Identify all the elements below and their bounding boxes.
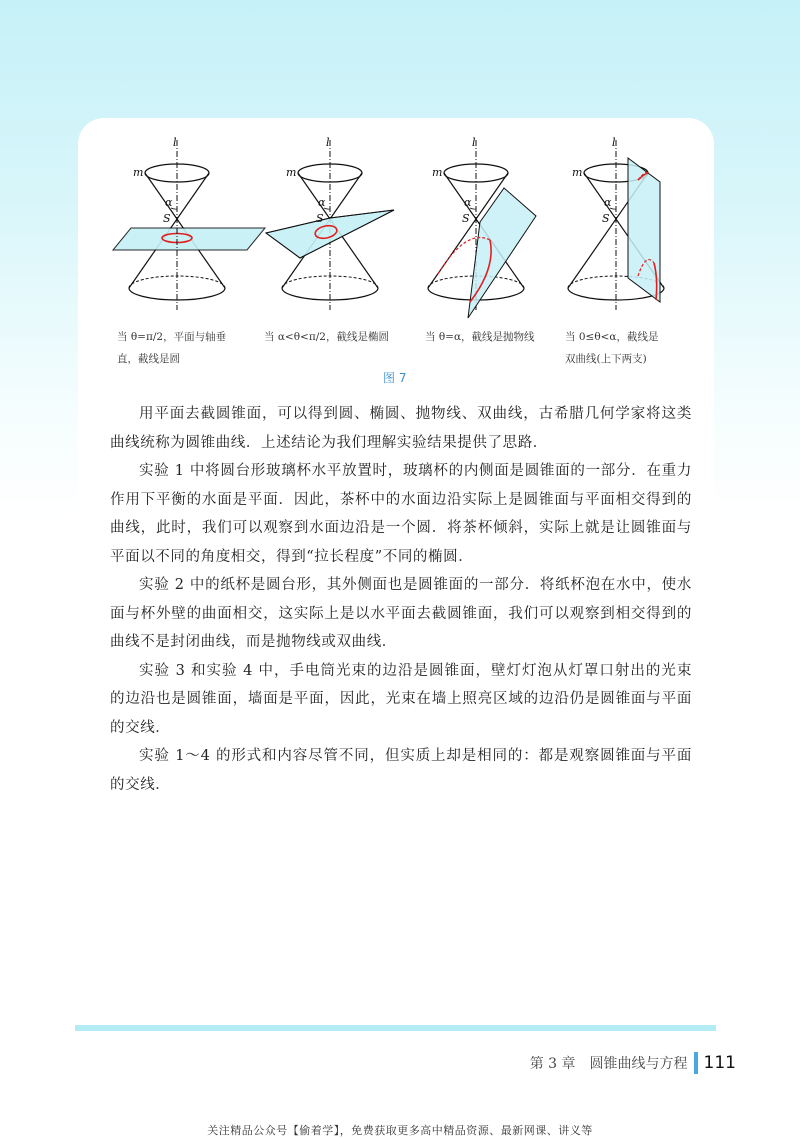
caption-line: 当 α<θ<π/2，截线是椭圆 <box>264 331 389 343</box>
caption-line: 当 θ=π/2，平面与轴垂 <box>117 331 227 343</box>
chapter-title: 第 3 章 圆锥曲线与方程 <box>529 1056 688 1072</box>
cone-ellipse-section <box>266 136 394 310</box>
footer-accent-bar <box>694 1052 698 1074</box>
paragraph: 实验 1 中将圆台形玻璃杯水平放置时，玻璃杯的内侧面是圆锥面的一部分．在重力作用下平衡的水面是平面．因此，茶杯中的水面边沿实际上是圆锥面与平面相交得到的曲线，此时，我们可以观察到水面边沿是一个圆．将茶杯倾斜，实际上就是让圆锥面与平面以不同的角度相交，得到“拉长程度”不同的椭圆． <box>110 463 692 565</box>
cone-hyperbola-section <box>568 136 664 310</box>
caption-ellipse <box>264 326 389 348</box>
caption-line: 双曲线(上下两支) <box>565 353 647 365</box>
svg-text:S: S <box>163 212 171 225</box>
svg-text:α: α <box>464 196 472 209</box>
svg-text:α: α <box>165 196 173 209</box>
svg-text:m: m <box>133 166 144 179</box>
svg-text:l: l <box>612 136 616 149</box>
svg-text:S: S <box>316 212 324 225</box>
paragraph: 用平面去截圆锥面，可以得到圆、椭圆、抛物线、双曲线，古希腊几何学家将这类曲线统称为圆锥曲线．上述结论为我们理解实验结果提供了思路． <box>110 406 692 451</box>
caption-circle <box>117 326 226 370</box>
paragraph: 实验 3 和实验 4 中，手电筒光束的边沿是圆锥面，壁灯灯泡从灯罩口射出的光束的边沿也是圆锥面，墙面是平面，因此，光束在墙上照亮区域的边沿仍是圆锥面与平面的交线． <box>110 662 692 736</box>
svg-text:S: S <box>462 212 470 225</box>
caption-line: 直，截线是圆 <box>117 353 180 365</box>
page-footer <box>530 1052 736 1074</box>
cone-parabola-section <box>428 136 536 318</box>
figure-title: 图 7 <box>383 371 407 385</box>
paragraph: 实验 1～4 的形式和内容尽管不同，但实质上却是相同的：都是观察圆锥面与平面的交线． <box>110 748 692 793</box>
paragraph: 实验 2 中的纸杯是圆台形，其外侧面也是圆锥面的一部分．将纸杯泡在水中，使水面与杯外壁的曲面相交，这实际上是以水平面去截圆锥面，我们可以观察到相交得到的曲线不是封闭曲线，而是抛物线或双曲线． <box>110 577 692 650</box>
svg-text:m: m <box>432 166 443 179</box>
cone-circle-section <box>113 136 265 310</box>
svg-text:l: l <box>173 136 177 149</box>
caption-line: 当 θ=α，截线是抛物线 <box>425 331 535 343</box>
body-text <box>110 400 692 799</box>
watermark-text: 关注精品公众号【偷着学】，免费获取更多高中精品资源、最新网课、讲义等 <box>207 1124 593 1137</box>
page-number: 111 <box>703 1053 736 1073</box>
caption-hyperbola <box>565 326 659 370</box>
svg-text:l: l <box>326 136 330 149</box>
figure-7-cones <box>0 0 800 330</box>
svg-text:l: l <box>472 136 476 149</box>
svg-text:m: m <box>572 166 583 179</box>
svg-text:α: α <box>604 196 612 209</box>
svg-text:α: α <box>318 196 326 209</box>
svg-text:m: m <box>286 166 297 179</box>
caption-line: 当 0≤θ<α，截线是 <box>565 331 659 343</box>
svg-text:S: S <box>602 212 610 225</box>
caption-parabola <box>425 326 535 348</box>
footer-divider <box>75 1025 716 1031</box>
